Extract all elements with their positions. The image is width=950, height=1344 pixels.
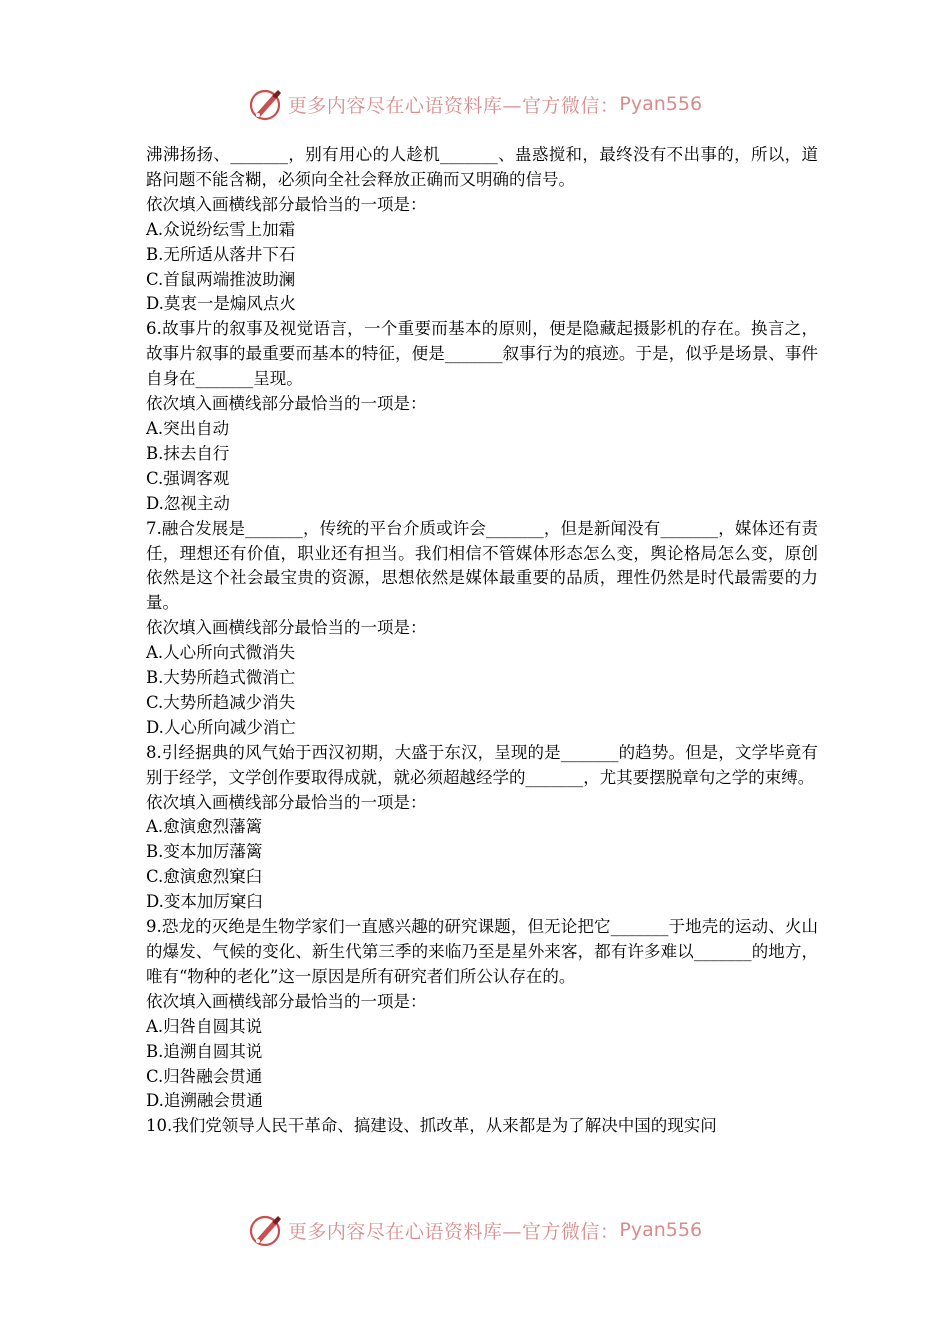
option-a: A.突出自动 bbox=[146, 418, 230, 438]
option-c: C.归咎融会贯通 bbox=[146, 1066, 263, 1086]
option-a: A.归咎自圆其说 bbox=[146, 1016, 263, 1036]
instruction-line: 依次填入画横线部分最恰当的一项是： bbox=[146, 394, 427, 414]
footer-banner bbox=[0, 1210, 950, 1250]
question-7: 7.融合发展是_______，传统的平台介质或许会_______，但是新闻没有_______，媒体还有责任，理想还有价值，职业还有担当。我们相信不管媒体形态怎么变，舆论格局怎么变，原创依然是这个社会最宝贵的资源，思想依然是媒体最重要的品质，理性仍然是时代最需要的力量。 bbox=[146, 518, 818, 613]
option-a: A.人心所向式微消失 bbox=[146, 643, 296, 663]
option-b: B.大势所趋式微消亡 bbox=[146, 668, 296, 688]
instruction-line: 依次填入画横线部分最恰当的一项是： bbox=[146, 792, 427, 812]
option-d: D.变本加厉窠臼 bbox=[146, 892, 263, 912]
option-b: B.变本加厉藩篱 bbox=[146, 842, 263, 862]
question-9: 9.恐龙的灭绝是生物学家们一直感兴趣的研究课题，但无论把它_______于地壳的运动、火山的爆发、气候的变化、新生代第三季的来临乃至是星外来客，都有许多难以_______的地方，唯有“物种的老化”这一原因是所有研究者们所公认存在的。 bbox=[146, 917, 818, 986]
option-b: B.抹去自行 bbox=[146, 443, 230, 463]
option-d: D.人心所向减少消亡 bbox=[146, 717, 296, 737]
instruction-line: 依次填入画横线部分最恰当的一项是： bbox=[146, 991, 427, 1011]
option-d: D.追溯融会贯通 bbox=[146, 1091, 263, 1111]
footer-banner-text: 更多内容尽在心语资料库—官方微信： bbox=[287, 1220, 620, 1243]
pen-logo-icon bbox=[248, 86, 284, 122]
option-d: D.忽视主动 bbox=[146, 493, 230, 513]
instruction-line: 依次填入画横线部分最恰当的一项是： bbox=[146, 618, 427, 638]
option-c: C.强调客观 bbox=[146, 468, 230, 488]
option-c: C.首鼠两端推波助澜 bbox=[146, 269, 296, 289]
option-a: A.愈演愈烈藩篱 bbox=[146, 817, 263, 837]
instruction-line: 依次填入画横线部分最恰当的一项是： bbox=[146, 194, 427, 214]
option-c: C.愈演愈烈窠臼 bbox=[146, 867, 263, 887]
option-c: C.大势所趋减少消失 bbox=[146, 692, 296, 712]
paragraph-continuation: 沸沸扬扬、_______，别有用心的人趁机_______、蛊惑搅和，最终没有不出事的，所以，道路问题不能含糊，必须向全社会释放正确而又明确的信号。 bbox=[146, 145, 818, 189]
footer-banner-wechat: Pyan556 bbox=[619, 1219, 703, 1241]
option-d: D.莫衷一是煽风点火 bbox=[146, 294, 296, 314]
header-banner bbox=[0, 84, 950, 124]
header-banner-text: 更多内容尽在心语资料库—官方微信： bbox=[287, 94, 620, 117]
document-body bbox=[146, 143, 818, 1139]
question-10: 10.我们党领导人民干革命、搞建设、抓改革，从来都是为了解决中国的现实问 bbox=[146, 1116, 717, 1136]
option-b: B.无所适从落井下石 bbox=[146, 244, 296, 264]
option-b: B.追溯自圆其说 bbox=[146, 1041, 263, 1061]
option-a: A.众说纷纭雪上加霜 bbox=[146, 219, 296, 239]
pen-logo-icon bbox=[248, 1212, 284, 1248]
header-banner-wechat: Pyan556 bbox=[619, 93, 703, 115]
question-8: 8.引经据典的风气始于西汉初期，大盛于东汉，呈现的是_______的趋势。但是，文学毕竟有别于经学，文学创作要取得成就，就必须超越经学的_______，尤其要摆脱章句之学的束缚。 bbox=[146, 742, 818, 787]
question-6: 6.故事片的叙事及视觉语言，一个重要而基本的原则，便是隐藏起摄影机的存在。换言之，故事片叙事的最重要而基本的特征，便是_______叙事行为的痕迹。于是，似乎是场景、事件自身在_______呈现。 bbox=[146, 319, 818, 389]
